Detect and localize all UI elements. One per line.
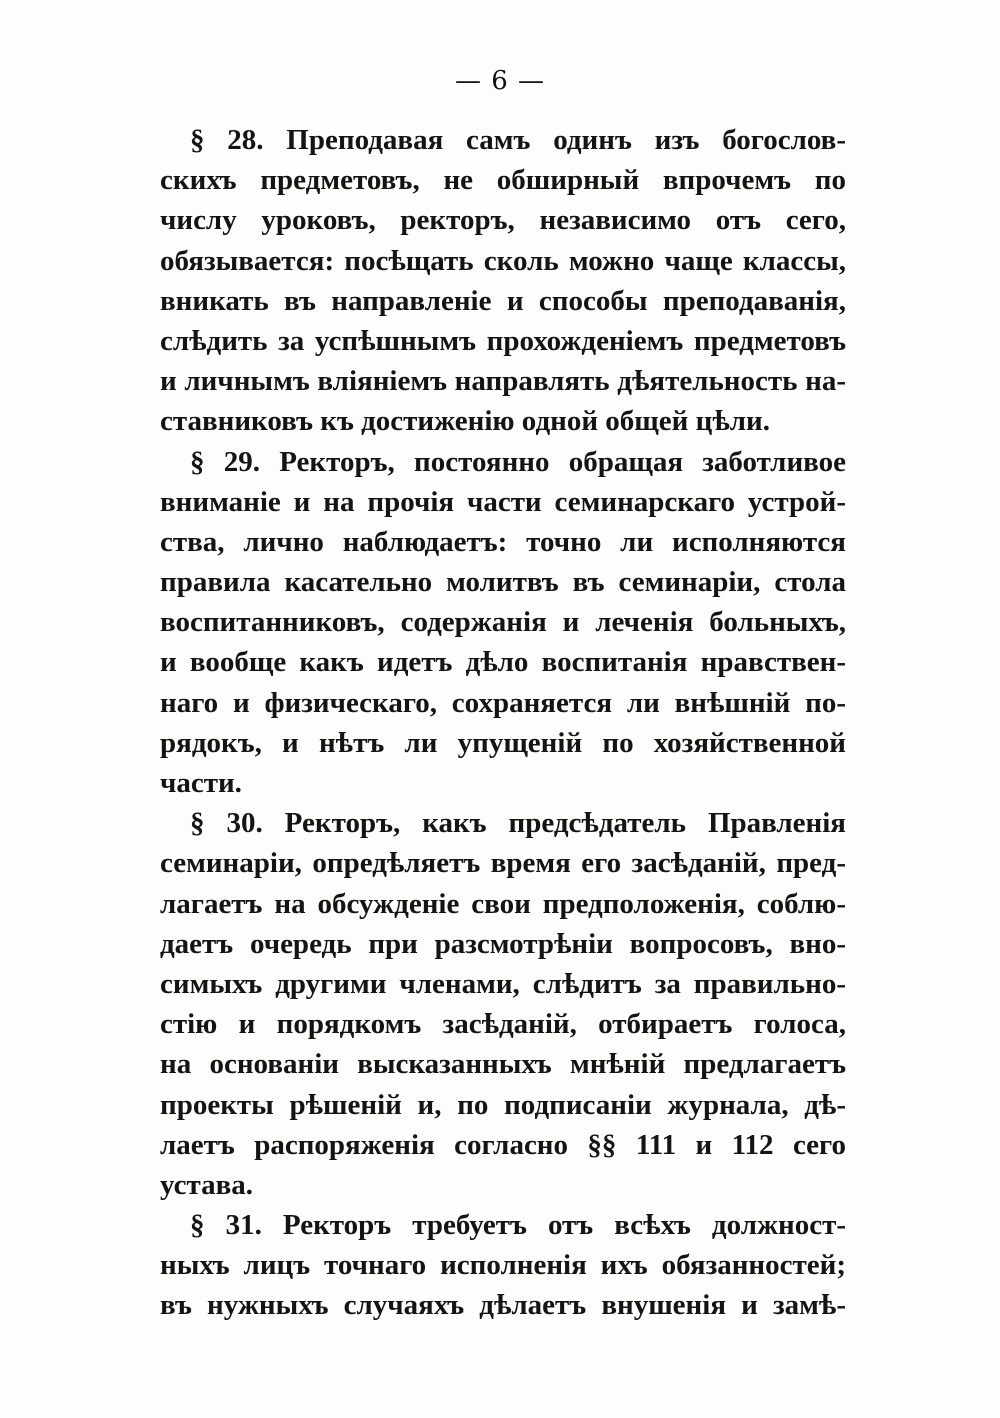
text-line: проекты рѣшеній и, по подписаніи журнала, дѣ- (160, 1088, 846, 1121)
text-line: въ нужныхъ случаяхъ дѣлаетъ внушенія и замѣ- (160, 1289, 846, 1322)
text-line: на основаніи высказанныхъ мнѣній предлагаетъ (160, 1048, 846, 1081)
text-line: ства, лично наблюдаетъ: точно ли исполняются (160, 525, 846, 558)
text-line: вникать въ направленіе и способы преподаванія, (160, 284, 846, 317)
body-text (160, 120, 846, 1326)
text-line: § 28. Преподавая самъ одинъ изъ богослов- (190, 124, 846, 156)
text-line: стію и порядкомъ засѣданій, отбираетъ голоса, (160, 1008, 846, 1041)
text-line: ставниковъ къ достиженію одной общей цѣли. (160, 405, 770, 438)
text-line: правила касательно молитвъ въ семинаріи, стола (160, 566, 846, 599)
text-line: § 29. Ректоръ, постоянно обращая заботливое (190, 445, 846, 478)
text-line: обязывается: посѣщать сколь можно чаще классы, (160, 244, 846, 277)
text-line: симыхъ другими членами, слѣдитъ за правильно- (160, 967, 846, 1000)
page-number: — 6 — (454, 66, 546, 96)
text-line: и личнымъ вліяніемъ направлять дѣятельность на- (160, 365, 846, 398)
text-line: воспитанниковъ, содержанія и леченія больныхъ, (160, 606, 846, 639)
paragraph-30 (160, 803, 846, 1205)
text-line: слѣдить за успѣшнымъ прохожденіемъ предметовъ (160, 324, 846, 357)
text-line: семинаріи, опредѣляетъ время его засѣданій, пред- (160, 847, 846, 880)
text-line: лаетъ распоряженія согласно §§ 111 и 112 сего (160, 1128, 846, 1161)
text-line: скихъ предметовъ, не обширный впрочемъ по (160, 164, 846, 197)
text-line: устава. (160, 1168, 253, 1201)
text-line: ныхъ лицъ точнаго исполненія ихъ обязанностей; (160, 1249, 846, 1282)
text-line: рядокъ, и нѣтъ ли упущеній по хозяйственной (160, 726, 846, 759)
text-line: даетъ очередь при разсмотрѣніи вопросовъ, вно- (160, 927, 846, 960)
text-line: наго и физическаго, сохраняется ли внѣшній по- (160, 686, 846, 719)
text-line: части. (160, 767, 242, 799)
paragraph-29 (160, 442, 846, 804)
text-line: числу уроковъ, ректоръ, независимо отъ сего, (160, 204, 846, 237)
text-line: § 31. Ректоръ требуетъ отъ всѣхъ должност- (190, 1209, 846, 1242)
text-line: и вообще какъ идетъ дѣло воспитанія нравствен- (160, 646, 846, 679)
paragraph-31 (160, 1205, 846, 1326)
text-line: лагаетъ на обсужденіе свои предположенія, соблю- (160, 887, 846, 920)
text-line: § 30. Ректоръ, какъ предсѣдатель Правленія (190, 807, 846, 840)
text-line: вниманіе и на прочія части семинарскаго устрой- (160, 485, 846, 518)
paragraph-28 (160, 120, 846, 442)
